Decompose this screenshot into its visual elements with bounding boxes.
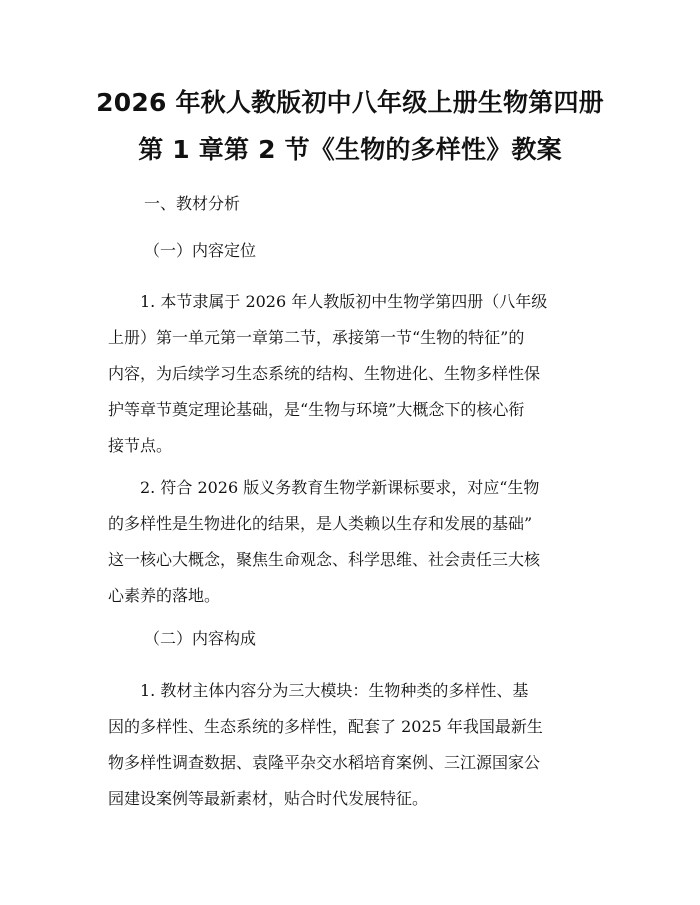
paragraph-line: 这一核心大概念，聚焦生命观念、科学思维、社会责任三大核 bbox=[108, 550, 541, 569]
paragraph-content-positioning-1 bbox=[108, 284, 606, 464]
paragraph-line: 心素养的落地。 bbox=[108, 586, 221, 605]
paragraph-line: 园建设案例等最新素材，贴合时代发展特征。 bbox=[108, 789, 429, 808]
document-title-line-1: 2026 年秋人教版初中八年级上册生物第四册 bbox=[96, 88, 604, 117]
section-heading-teaching-material-analysis: 一、教材分析 bbox=[144, 194, 241, 213]
subsection-heading-content-composition: （二）内容构成 bbox=[144, 629, 257, 648]
paragraph-line: 因的多样性、生态系统的多样性，配套了 2025 年我国最新生 bbox=[108, 717, 543, 736]
paragraph-line: 1. 教材主体内容分为三大模块：生物种类的多样性、基 bbox=[140, 681, 529, 700]
paragraph-line: 护等章节奠定理论基础，是“生物与环境”大概念下的核心衔 bbox=[108, 400, 525, 419]
document-title-line-2: 第 1 章第 2 节《生物的多样性》教案 bbox=[138, 135, 562, 164]
paragraph-line: 的多样性是生物进化的结果，是人类赖以生存和发展的基础” bbox=[108, 514, 533, 533]
paragraph-line: 上册）第一单元第一章第二节，承接第一节“生物的特征”的 bbox=[108, 328, 525, 347]
paragraph-line: 2. 符合 2026 版义务教育生物学新课标要求，对应“生物 bbox=[140, 478, 540, 497]
paragraph-line: 1. 本节隶属于 2026 年人教版初中生物学第四册（八年级 bbox=[140, 292, 548, 311]
paragraph-content-positioning-2 bbox=[108, 470, 606, 614]
paragraph-line: 接节点。 bbox=[108, 436, 173, 455]
paragraph-line: 物多样性调查数据、袁隆平杂交水稻培育案例、三江源国家公 bbox=[108, 753, 541, 772]
paragraph-content-composition-1 bbox=[108, 673, 606, 817]
paragraph-line: 内容，为后续学习生态系统的结构、生物进化、生物多样性保 bbox=[108, 364, 541, 383]
subsection-heading-content-positioning: （一）内容定位 bbox=[144, 241, 257, 260]
